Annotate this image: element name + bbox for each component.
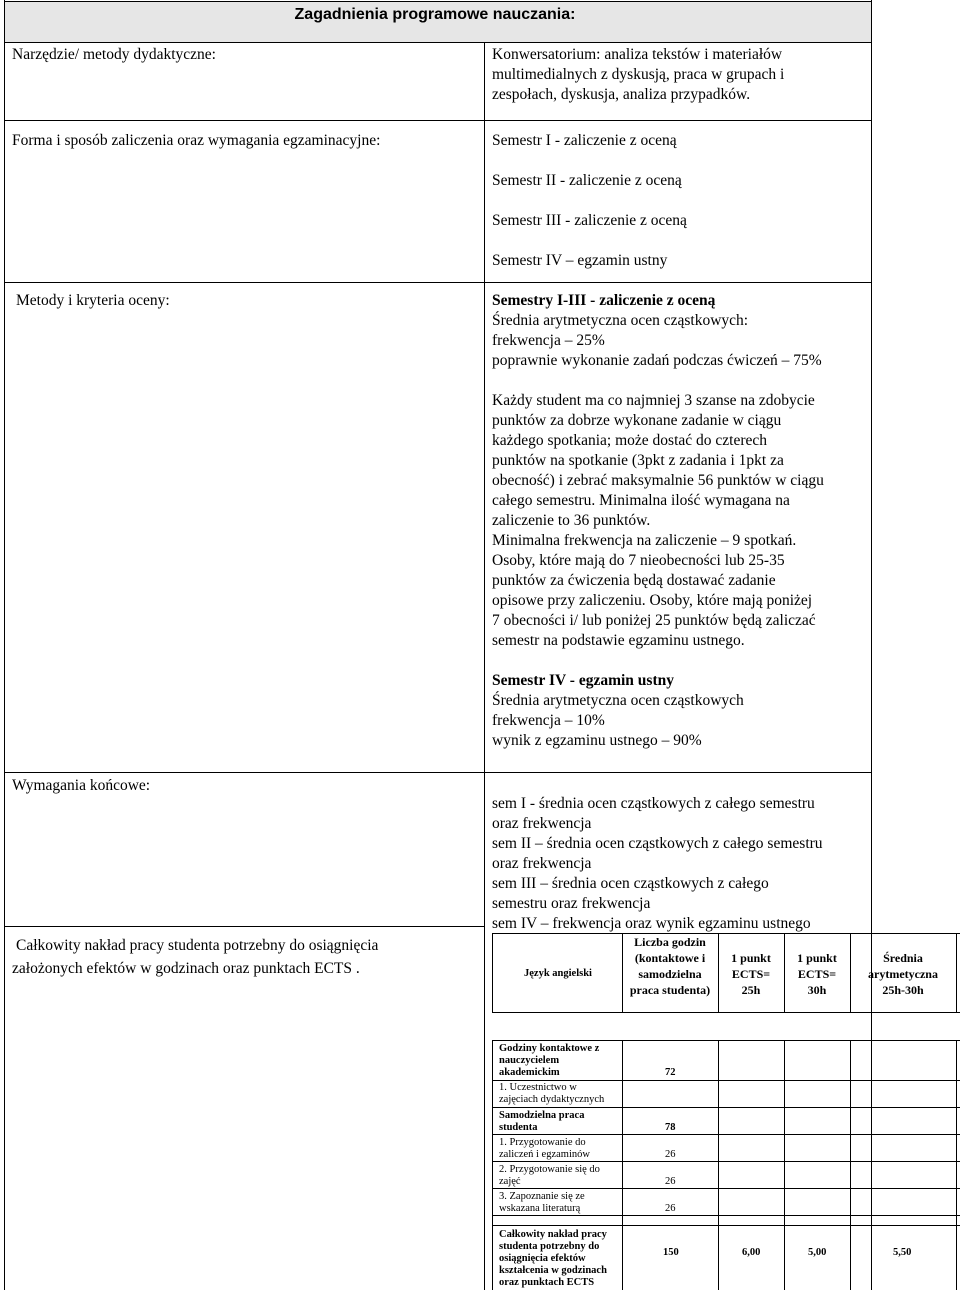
ects-header-25h-line: 25h: [741, 983, 761, 997]
row-separator-2: [4, 282, 872, 283]
ects-row-label: [499, 1191, 585, 1215]
ects-total-label-line: Całkowity nakład pracy: [499, 1229, 607, 1240]
ects-body-vline: [622, 1040, 623, 1290]
ects-header-language: Język angielski: [524, 968, 592, 979]
metody-line: całego semestru. Minimalna ilość wymagana na: [492, 492, 790, 509]
ects-header-hours-line: praca studenta): [629, 983, 711, 997]
ects-row-hours: 78: [665, 1122, 676, 1133]
ects-header-30h-line: ECTS=: [797, 967, 837, 981]
header-bottom-border: [4, 42, 872, 43]
metody-line: frekwencja – 25%: [492, 332, 605, 349]
metody-line: każdego spotkania; może dostać do czterech: [492, 432, 768, 449]
ects-total-label-line: oraz punktach ECTS: [499, 1277, 595, 1288]
wymagania-line: sem I - średnia ocen cząstkowych z całego semestru: [492, 795, 815, 812]
metody-line: 7 obecności i/ lub poniżej 25 punktów będą zaliczać: [492, 612, 816, 629]
ects-total-30h: 5,00: [808, 1247, 827, 1258]
ects-row-label-line: zajęciach dydaktycznych: [499, 1094, 605, 1105]
wymagania-content: [492, 794, 823, 934]
row-separator-1: [4, 120, 872, 121]
ects-body-top: [492, 1040, 960, 1041]
ects-row-hours: 26: [665, 1176, 676, 1187]
ects-total-hours: 150: [663, 1247, 679, 1258]
wymagania-line: oraz frekwencja: [492, 855, 592, 872]
narzedzie-content: [492, 45, 784, 105]
ects-header-hours-line: Liczba godzin: [634, 935, 706, 949]
metody-block1-heading: Semestry I-III - zaliczenie z oceną: [492, 292, 716, 309]
ects-row-label-line: studenta: [499, 1122, 538, 1133]
ects-body-vline: [718, 1040, 719, 1290]
label-metody: Metody i kryteria oceny:: [16, 292, 170, 309]
metody-line: Każdy student ma co najmniej 3 szanse na zdobycie: [492, 392, 815, 409]
metody-line: punktów na spotkanie (3pkt z zadania i 1pkt za: [492, 452, 784, 469]
metody-line: opisowe przy zaliczeniu. Osoby, które mają poniżej: [492, 592, 813, 609]
forma-line: Semestr II - zaliczenie z oceną: [492, 172, 682, 189]
table-top-border: [4, 1, 872, 2]
ects-header-vline: [492, 933, 493, 1013]
ects-total-label-line: studenta potrzebny do: [499, 1241, 600, 1252]
column-divider-upper: [484, 42, 485, 772]
ects-row-label: [499, 1164, 600, 1188]
metody-block3-heading: Semestr IV - egzamin ustny: [492, 672, 674, 689]
ects-row-separator: [492, 1107, 960, 1108]
metody-line: punktów za dobrze wykonane zadanie w ciągu: [492, 412, 782, 429]
naklad-line: Całkowity nakład pracy studenta potrzebny do osiągnięcia: [16, 937, 379, 954]
ects-header-top: [492, 933, 960, 934]
wymagania-line: sem II – średnia ocen cząstkowych z całego semestru: [492, 835, 823, 852]
ects-body-vline: [784, 1040, 785, 1290]
ects-row-label-line: nauczycielem: [499, 1055, 560, 1066]
ects-header-30h-line: 1 punkt: [797, 951, 837, 965]
row-separator-3: [4, 772, 872, 773]
ects-row-separator: [492, 1161, 960, 1162]
ects-row-label: [499, 1082, 604, 1106]
wymagania-line: sem IV – frekwencja oraz wynik egzaminu ustnego: [492, 915, 811, 932]
narzedzie-line: multimedialnych z dyskusją, praca w grupach i: [492, 66, 785, 83]
metody-line: obecność) i zebrać maksymalnie 56 punktów w ciągu: [492, 472, 824, 489]
forma-line: Semestr IV – egzamin ustny: [492, 252, 668, 269]
metody-line: Osoby, które mają do 7 nieobecności lub 25-35: [492, 552, 785, 569]
wymagania-line: semestru oraz frekwencja: [492, 895, 651, 912]
metody-content: [492, 291, 824, 751]
ects-header-hours: [622, 934, 718, 998]
ects-row-label-line: akademickim: [499, 1067, 560, 1078]
label-forma: Forma i sposób zaliczenia oraz wymagania egzaminacyjne:: [12, 132, 381, 149]
forma-line: Semestr III - zaliczenie z oceną: [492, 212, 687, 229]
metody-line: poprawnie wykonanie zadań podczas ćwiczeń – 75%: [492, 352, 822, 369]
ects-header-30h-line: 30h: [807, 983, 827, 997]
ects-body-vline: [850, 1040, 851, 1290]
metody-line: frekwencja – 10%: [492, 712, 605, 729]
ects-header-25h-line: ECTS=: [731, 967, 771, 981]
ects-header-hours-line: (kontaktowe i: [634, 951, 706, 965]
ects-row-label-line: 1. Przygotowanie do: [499, 1137, 586, 1148]
ects-total-top: [492, 1225, 960, 1226]
ects-header-30h: [784, 950, 850, 998]
ects-row-separator: [492, 1215, 960, 1216]
label-wymagania: Wymagania końcowe:: [12, 777, 151, 794]
ects-body-vline: [956, 1040, 957, 1290]
metody-line: wynik z egzaminu ustnego – 90%: [492, 732, 702, 749]
ects-row-separator: [492, 1080, 960, 1081]
ects-total-average: 5,50: [893, 1247, 912, 1258]
ects-row-label: [499, 1137, 590, 1161]
metody-line: punktów za ćwiczenia będą dostawać zadanie: [492, 572, 776, 589]
ects-header-average: [850, 950, 956, 998]
metody-line: Średnia arytmetyczna ocen cząstkowych: [492, 692, 744, 709]
ects-row-label-line: 3. Zapoznanie się ze: [499, 1191, 585, 1202]
ects-row-label-line: wskazana literaturą: [499, 1203, 581, 1214]
ects-row-label-line: Godziny kontaktowe z: [499, 1043, 600, 1054]
metody-line: Minimalna frekwencja na zaliczenie – 9 spotkań.: [492, 532, 797, 549]
ects-row-label-line: 2. Przygotowanie się do: [499, 1164, 600, 1175]
ects-header-average-line: 25h-30h: [882, 983, 924, 997]
forma-content: [492, 131, 687, 291]
ects-header-average-line: arytmetyczna: [868, 967, 938, 981]
ects-header-average-line: Średnia: [883, 951, 923, 965]
ects-row-separator: [492, 1134, 960, 1135]
metody-line: zaliczenie to 36 punktów.: [492, 512, 651, 529]
label-naklad: [12, 934, 379, 980]
ects-total-label-line: osiągnięcia efektów: [499, 1253, 586, 1264]
table-title: Zagadnienia programowe nauczania:: [294, 6, 576, 23]
ects-row-separator: [492, 1188, 960, 1189]
column-divider-lower: [484, 772, 485, 1290]
ects-header-25h: [718, 950, 784, 998]
ects-header-hours-line: samodzielna: [638, 967, 702, 981]
ects-row-hours: 72: [665, 1067, 676, 1078]
naklad-line: założonych efektów w godzinach oraz punktach ECTS .: [12, 960, 360, 977]
ects-row-label: [499, 1043, 599, 1079]
metody-line: Średnia arytmetyczna ocen cząstkowych:: [492, 312, 749, 329]
ects-header-vline: [956, 933, 957, 1013]
wymagania-line: oraz frekwencja: [492, 815, 592, 832]
ects-header-25h-line: 1 punkt: [731, 951, 771, 965]
ects-total-label-line: kształcenia w godzinach: [499, 1265, 607, 1276]
ects-header-bottom: [492, 1012, 960, 1013]
metody-line: semestr na podstawie egzaminu ustnego.: [492, 632, 745, 649]
ects-total-25h: 6,00: [742, 1247, 761, 1258]
ects-total-label: [499, 1229, 607, 1289]
ects-body-vline: [492, 1040, 493, 1290]
ects-row-label-line: zajęć: [499, 1176, 521, 1187]
label-narzedzie: Narzędzie/ metody dydaktyczne:: [12, 46, 216, 63]
narzedzie-line: zespołach, dyskusja, analiza przypadków.: [492, 86, 751, 103]
ects-row-label-line: zaliczeń i egzaminów: [499, 1149, 590, 1160]
ects-row-label-line: Samodzielna praca: [499, 1110, 585, 1121]
ects-row-label-line: 1. Uczestnictwo w: [499, 1082, 577, 1093]
narzedzie-line: Konwersatorium: analiza tekstów i materiałów: [492, 46, 783, 63]
forma-line: Semestr I - zaliczenie z oceną: [492, 132, 677, 149]
row-separator-4: [4, 926, 484, 927]
ects-row-hours: 26: [665, 1203, 676, 1214]
ects-row-hours: 26: [665, 1149, 676, 1160]
ects-row-label: [499, 1110, 584, 1134]
wymagania-line: sem III – średnia ocen cząstkowych z całego: [492, 875, 769, 892]
